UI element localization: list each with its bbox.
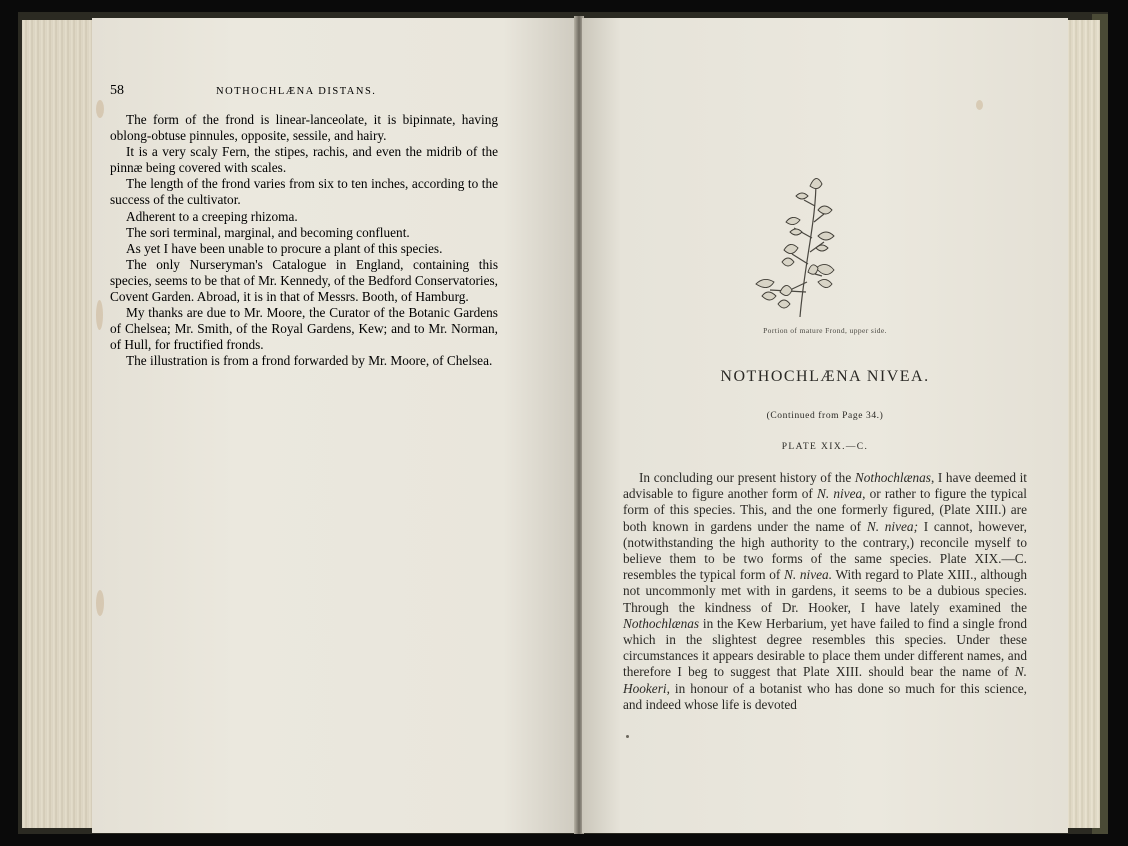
page-number: 58 — [110, 83, 124, 98]
text-run: I cannot, however, (notwithstanding the high authority to the contrary,) reconcile myself to believe them to be two forms of the same species. Plate XIX.—C. resembles the typical form of — [623, 518, 1027, 583]
text-run: , in honour of a botanist who has done so much for this science, and indeed whose life is devoted — [623, 680, 1027, 712]
paragraph: My thanks are due to Mr. Moore, the Curator of the Botanic Gardens of Chelsea; Mr. Smith, of the Royal Gardens, Kew; and to Mr. Norman, of Hull, for fructified fronds. — [110, 305, 498, 353]
text-run: in the Kew Herbarium, yet have failed to find a single frond which in the slightest degree resembles this species. Under these circumstances it appears desirable to place them under different names, and therefore I beg to suggest that Plate XIII. should bear the name of — [623, 615, 1027, 680]
italic-run: N. nivea; — [866, 518, 918, 534]
continued-note: (Continued from Page 34.) — [766, 411, 884, 421]
paragraph: The sori terminal, marginal, and becoming confluent. — [126, 224, 410, 240]
paragraph: The form of the frond is linear-lanceolate, it is bipinnate, having oblong-obtuse pinnules, opposite, sessile, and hairy. — [110, 112, 498, 144]
paragraph — [623, 470, 1027, 713]
foxing-stain — [96, 590, 104, 616]
paragraph: As yet I have been unable to procure a plant of this species. — [126, 240, 443, 256]
foxing-stain — [96, 300, 103, 330]
fern-frond-illustration — [750, 172, 850, 322]
right-page — [582, 18, 1068, 833]
italic-run: N. nivea. — [784, 567, 833, 583]
italic-run: Nothochlænas — [623, 615, 700, 631]
running-head-title: NOTHOCHLÆNA DISTANS. — [216, 86, 377, 97]
figure-caption: Portion of mature Frond, upper side. — [763, 326, 887, 335]
paragraph: Adherent to a creeping rhizoma. — [126, 208, 298, 224]
paragraph: The illustration is from a frond forwarded by Mr. Moore, of Chelsea. — [126, 353, 493, 369]
paragraph: It is a very scaly Fern, the stipes, rachis, and even the midrib of the pinnæ being covered with scales. — [110, 144, 498, 176]
plate-label: PLATE XIX.—C. — [781, 442, 869, 452]
left-page-text — [110, 112, 498, 370]
ink-spot — [626, 735, 629, 738]
italic-run: Nothochlænas — [854, 470, 931, 485]
paragraph: The length of the frond varies from six to ten inches, according to the success of the cultivator. — [110, 176, 498, 208]
text-run: With regard to Plate XIII., although not uncommonly met with in gardens, it seems to be a dubious species. Through the kindness of Dr. Hooker, I have lately examined the — [623, 567, 1027, 615]
page-edges-left — [22, 20, 94, 828]
text-run: , or rather to figure the typical form of this species. This, and the one formerly figured, (Plate XIII.) are both known in gardens under the name of — [623, 486, 1027, 534]
right-page-text — [623, 470, 1027, 713]
foxing-stain — [976, 100, 983, 110]
article-title: NOTHOCHLÆNA NIVEA. — [720, 368, 930, 385]
paragraph: The only Nurseryman's Catalogue in England, containing this species, seems to be that of Mr. Kennedy, of the Bedford Conservatories, Covent Garden. Abroad, it is in that of Messrs. Booth, of Hamburg. — [110, 256, 498, 305]
italic-run: N. nivea — [817, 486, 863, 502]
foxing-stain — [96, 100, 104, 118]
text-run: , I have deemed it advisable to figure another form of — [623, 470, 1028, 502]
text-run: In concluding our present history of the — [639, 470, 855, 485]
page-edges-right — [1066, 20, 1100, 828]
italic-run: N. Hookeri — [623, 664, 1027, 696]
